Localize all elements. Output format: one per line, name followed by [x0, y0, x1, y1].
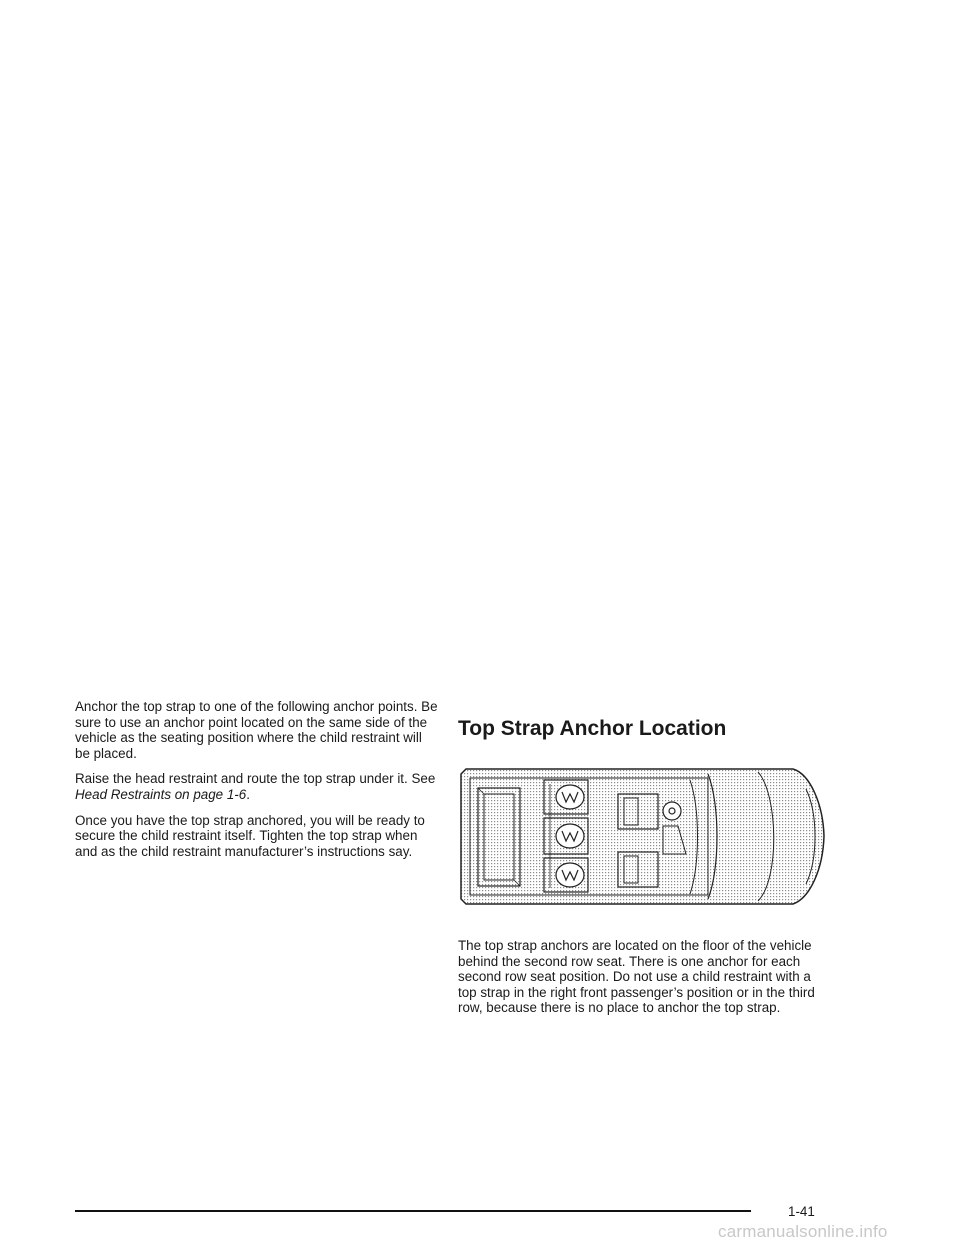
vehicle-illustration [458, 764, 828, 909]
footer-rule [75, 1210, 751, 1212]
watermark: carmanualsonline.info [718, 1222, 888, 1241]
top-strap-anchor-right [556, 863, 584, 887]
top-strap-anchor-left [556, 785, 584, 809]
anchor-location-caption: The top strap anchors are located on the floor of the vehicle behind the second row seat. There is one anchor for each second row seat position. Do not use a child restraint with a top strap in the right front passenger’s position or in the third row, because there is no place to anchor the top strap. [458, 938, 815, 1016]
top-strap-anchor-center [556, 824, 584, 848]
page-number: 1-41 [788, 1204, 815, 1219]
left-column [75, 699, 440, 859]
steering-wheel [663, 802, 681, 820]
vehicle-top-view-diagram [458, 764, 828, 909]
head-restraints-link[interactable]: Head Restraints on page 1-6 [75, 786, 247, 802]
head-restraint-period: . [246, 786, 250, 802]
anchor-instructions-paragraph: Anchor the top strap to one of the following anchor points. Be sure to use an anchor point located on the same side of the vehicle as the seating position where the child restraint will be placed. [75, 699, 438, 761]
head-restraint-text: Raise the head restraint and route the top strap under it. See [75, 771, 436, 787]
section-heading: Top Strap Anchor Location [458, 717, 727, 740]
head-restraint-paragraph [75, 771, 440, 802]
tighten-strap-paragraph: Once you have the top strap anchored, you will be ready to secure the child restraint itself. Tighten the top strap when and as the child restraint manufacturer’s instructions say. [75, 812, 425, 859]
